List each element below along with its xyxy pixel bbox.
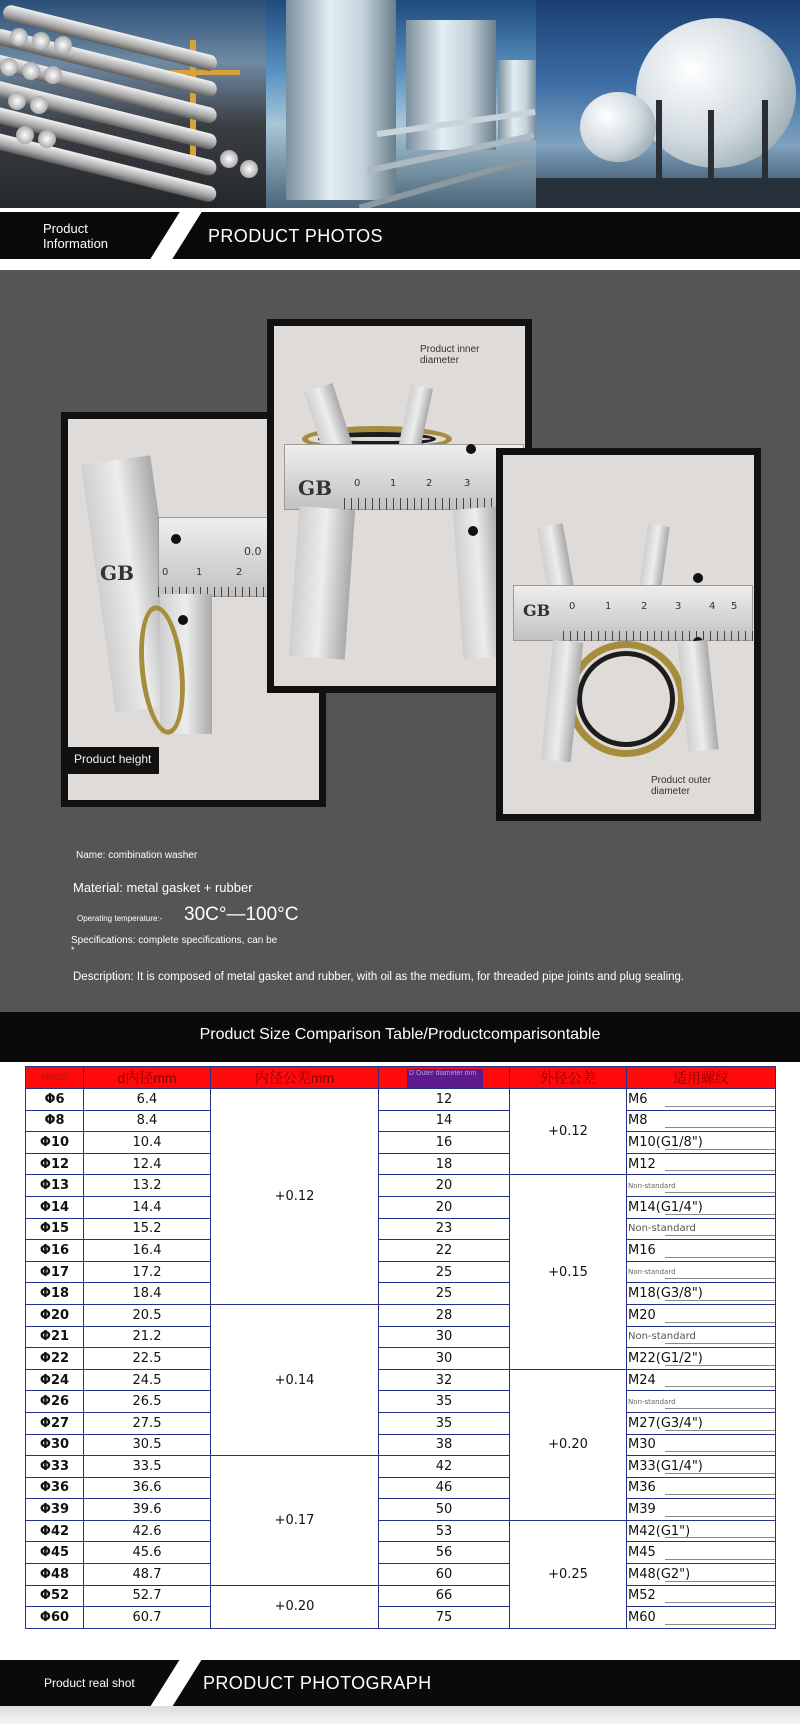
underline-decoration bbox=[665, 1343, 775, 1344]
cell-model: Φ36 bbox=[26, 1477, 84, 1499]
size-table-title-bar bbox=[0, 1012, 800, 1062]
cell-outer-diameter: 75 bbox=[379, 1607, 510, 1629]
size-table-title: Product Size Comparison Table/Productcomparisontable bbox=[199, 1026, 601, 1043]
cell-model: Φ21 bbox=[26, 1326, 84, 1348]
cell-outer-tolerance: +0.25 bbox=[510, 1520, 627, 1628]
info-material: Material: metal gasket + rubber bbox=[73, 880, 253, 895]
table-row bbox=[26, 1283, 776, 1305]
cell-thread bbox=[627, 1434, 776, 1456]
cell-outer-tolerance: +0.12 bbox=[510, 1089, 627, 1175]
spherical-tank bbox=[580, 92, 656, 162]
info-specifications-mark: * bbox=[71, 945, 75, 955]
table-row bbox=[26, 1412, 776, 1434]
cell-outer-diameter: 25 bbox=[379, 1261, 510, 1283]
thread-label: M22(G1/2") bbox=[628, 1350, 703, 1366]
cell-thread bbox=[627, 1089, 776, 1111]
table-row bbox=[26, 1585, 776, 1607]
cell-outer-diameter: 46 bbox=[379, 1477, 510, 1499]
cell-inner-tolerance: +0.14 bbox=[211, 1304, 379, 1455]
product-photo-area bbox=[0, 270, 800, 1012]
scale-number: 2 bbox=[236, 567, 243, 578]
cell-model: Φ42 bbox=[26, 1520, 84, 1542]
cell-inner-tolerance: +0.17 bbox=[211, 1456, 379, 1586]
table-row bbox=[26, 1175, 776, 1197]
non-standard-label: Non-standard bbox=[628, 1397, 676, 1406]
outer-measure-photo bbox=[503, 455, 754, 814]
cell-inner-diameter: 24.5 bbox=[84, 1369, 211, 1391]
cell-inner-diameter: 12.4 bbox=[84, 1153, 211, 1175]
cell-model: Φ10 bbox=[26, 1132, 84, 1154]
pipe-end bbox=[22, 62, 40, 80]
scale-number: 2 bbox=[641, 601, 648, 612]
cell-outer-diameter: 53 bbox=[379, 1520, 510, 1542]
cell-outer-diameter: 23 bbox=[379, 1218, 510, 1240]
cell-thread bbox=[627, 1477, 776, 1499]
cell-thread bbox=[627, 1132, 776, 1154]
cell-thread bbox=[627, 1348, 776, 1370]
caliper-screw bbox=[693, 573, 703, 583]
thread-label: M45 bbox=[628, 1545, 656, 1561]
underline-decoration bbox=[665, 1430, 775, 1431]
cell-outer-diameter: 35 bbox=[379, 1391, 510, 1413]
cell-thread bbox=[627, 1369, 776, 1391]
underline-decoration bbox=[665, 1451, 775, 1452]
storage-tank bbox=[498, 60, 536, 140]
thread-label: M16 bbox=[628, 1242, 656, 1258]
header-inner-tolerance: 内径公差mm bbox=[211, 1067, 379, 1089]
cell-inner-diameter: 15.2 bbox=[84, 1218, 211, 1240]
cell-inner-diameter: 36.6 bbox=[84, 1477, 211, 1499]
pipe-end bbox=[220, 150, 238, 168]
cell-outer-diameter: 14 bbox=[379, 1110, 510, 1132]
non-standard-label: Non-standard bbox=[628, 1181, 676, 1190]
table-row bbox=[26, 1110, 776, 1132]
cell-model: Φ60 bbox=[26, 1607, 84, 1629]
thread-label: M8 bbox=[628, 1113, 648, 1129]
table-row bbox=[26, 1564, 776, 1586]
table-row bbox=[26, 1261, 776, 1283]
cell-outer-diameter: 12 bbox=[379, 1089, 510, 1111]
scale-number: 1 bbox=[605, 601, 612, 612]
caliper-screw bbox=[178, 615, 188, 625]
washer-rubber bbox=[577, 651, 675, 747]
table-row bbox=[26, 1153, 776, 1175]
cell-outer-diameter: 50 bbox=[379, 1499, 510, 1521]
caption-outer: Product outer diameter bbox=[651, 775, 712, 797]
cell-inner-diameter: 48.7 bbox=[84, 1564, 211, 1586]
cell-outer-diameter: 28 bbox=[379, 1304, 510, 1326]
table-row bbox=[26, 1304, 776, 1326]
underline-decoration bbox=[665, 1624, 775, 1625]
header-inner-diameter: d内径mm bbox=[84, 1067, 211, 1089]
caliper-screw bbox=[171, 534, 181, 544]
photograph-preview-strip bbox=[0, 1706, 800, 1724]
cell-inner-diameter: 60.7 bbox=[84, 1607, 211, 1629]
cell-outer-diameter: 30 bbox=[379, 1348, 510, 1370]
thread-label: M20 bbox=[628, 1307, 656, 1323]
cell-model: Φ45 bbox=[26, 1542, 84, 1564]
table-row bbox=[26, 1326, 776, 1348]
table-row bbox=[26, 1369, 776, 1391]
underline-decoration bbox=[665, 1278, 775, 1279]
cell-inner-diameter: 10.4 bbox=[84, 1132, 211, 1154]
cell-thread bbox=[627, 1218, 776, 1240]
underline-decoration bbox=[665, 1214, 775, 1215]
cell-thread bbox=[627, 1240, 776, 1262]
underline-decoration bbox=[665, 1365, 775, 1366]
table-row bbox=[26, 1196, 776, 1218]
cell-outer-diameter: 16 bbox=[379, 1132, 510, 1154]
thread-label: M39 bbox=[628, 1502, 656, 1518]
scale-number: 1 bbox=[390, 478, 397, 489]
caliper-jaw bbox=[289, 506, 355, 660]
scale-number: 2 bbox=[426, 478, 433, 489]
cell-model: Φ15 bbox=[26, 1218, 84, 1240]
cell-inner-diameter: 30.5 bbox=[84, 1434, 211, 1456]
brand-logo: GB bbox=[100, 561, 134, 585]
table-row bbox=[26, 1542, 776, 1564]
cell-outer-tolerance: +0.15 bbox=[510, 1175, 627, 1369]
underline-decoration bbox=[665, 1300, 775, 1301]
cell-thread bbox=[627, 1304, 776, 1326]
cell-outer-diameter: 42 bbox=[379, 1456, 510, 1478]
thread-label: M6 bbox=[628, 1091, 648, 1107]
cell-thread bbox=[627, 1412, 776, 1434]
pipe-end bbox=[54, 36, 72, 54]
table-header-row bbox=[26, 1067, 776, 1089]
photo-frame-inner bbox=[267, 319, 532, 693]
cell-model: Φ39 bbox=[26, 1499, 84, 1521]
cell-inner-diameter: 39.6 bbox=[84, 1499, 211, 1521]
thread-label: M42(G1") bbox=[628, 1523, 691, 1539]
scale-number: 0 bbox=[354, 478, 361, 489]
table-row bbox=[26, 1477, 776, 1499]
cell-thread bbox=[627, 1520, 776, 1542]
cell-inner-diameter: 6.4 bbox=[84, 1089, 211, 1111]
cell-thread bbox=[627, 1261, 776, 1283]
cell-outer-diameter: 22 bbox=[379, 1240, 510, 1262]
cell-outer-diameter: 25 bbox=[379, 1283, 510, 1305]
underline-decoration bbox=[665, 1149, 775, 1150]
cell-thread bbox=[627, 1283, 776, 1305]
thread-label: M33(G1/4") bbox=[628, 1458, 703, 1474]
thread-label: M60 bbox=[628, 1610, 656, 1626]
cell-thread bbox=[627, 1607, 776, 1629]
cell-outer-diameter: 38 bbox=[379, 1434, 510, 1456]
table-row bbox=[26, 1132, 776, 1154]
non-standard-label: Non-standard bbox=[628, 1222, 696, 1234]
cell-thread bbox=[627, 1542, 776, 1564]
underline-decoration bbox=[665, 1257, 775, 1258]
underline-decoration bbox=[665, 1559, 775, 1560]
size-comparison-table bbox=[25, 1066, 775, 1629]
underline-decoration bbox=[665, 1408, 775, 1409]
pipe-end bbox=[32, 32, 50, 50]
table-row bbox=[26, 1499, 776, 1521]
cell-thread bbox=[627, 1175, 776, 1197]
brand-logo: GB bbox=[298, 476, 332, 500]
underline-decoration bbox=[665, 1473, 775, 1474]
cell-inner-diameter: 17.2 bbox=[84, 1261, 211, 1283]
cell-model: Φ26 bbox=[26, 1391, 84, 1413]
scale-number: 4 bbox=[709, 601, 716, 612]
outer-diameter-label: D Outer diameter mm bbox=[407, 1069, 483, 1088]
header-divider bbox=[151, 1660, 202, 1706]
caliper-jaw bbox=[541, 640, 583, 762]
header-title: PRODUCT PHOTOS bbox=[208, 226, 383, 246]
cell-inner-diameter: 13.2 bbox=[84, 1175, 211, 1197]
caliper-screw bbox=[466, 444, 476, 454]
dial-reading: 0.0 bbox=[244, 545, 262, 558]
underline-decoration bbox=[665, 1581, 775, 1582]
cell-outer-diameter: 32 bbox=[379, 1369, 510, 1391]
underline-decoration bbox=[665, 1386, 775, 1387]
cell-model: Φ20 bbox=[26, 1304, 84, 1326]
size-table bbox=[25, 1066, 776, 1629]
table-row bbox=[26, 1434, 776, 1456]
non-standard-label: Non-standard bbox=[628, 1268, 676, 1277]
cell-outer-diameter: 35 bbox=[379, 1412, 510, 1434]
underline-decoration bbox=[665, 1322, 775, 1323]
cell-thread bbox=[627, 1110, 776, 1132]
pipe-end bbox=[10, 28, 28, 46]
cell-inner-diameter: 21.2 bbox=[84, 1326, 211, 1348]
cell-model: Φ52 bbox=[26, 1585, 84, 1607]
caliper-jaw bbox=[677, 640, 718, 753]
cell-outer-diameter: 20 bbox=[379, 1175, 510, 1197]
cell-inner-diameter: 42.6 bbox=[84, 1520, 211, 1542]
header-small-label: Product real shot bbox=[44, 1676, 135, 1690]
thread-label: M12 bbox=[628, 1156, 656, 1172]
table-row bbox=[26, 1391, 776, 1413]
thread-label: M10(G1/8") bbox=[628, 1134, 703, 1150]
cell-model: Φ22 bbox=[26, 1348, 84, 1370]
cell-outer-diameter: 66 bbox=[379, 1585, 510, 1607]
scale-number: 3 bbox=[675, 601, 682, 612]
spherical-tanks-photo bbox=[536, 0, 800, 208]
cell-inner-diameter: 22.5 bbox=[84, 1348, 211, 1370]
table-row bbox=[26, 1240, 776, 1262]
underline-decoration bbox=[665, 1170, 775, 1171]
cell-thread bbox=[627, 1326, 776, 1348]
header-outer-diameter bbox=[379, 1067, 510, 1089]
header-model: Model bbox=[26, 1067, 84, 1089]
scale-number: 3 bbox=[464, 478, 471, 489]
cell-inner-diameter: 16.4 bbox=[84, 1240, 211, 1262]
cell-model: Φ17 bbox=[26, 1261, 84, 1283]
cell-thread bbox=[627, 1153, 776, 1175]
thread-label: M30 bbox=[628, 1437, 656, 1453]
cell-inner-diameter: 27.5 bbox=[84, 1412, 211, 1434]
underline-decoration bbox=[665, 1602, 775, 1603]
header-outer-tolerance: 外径公差 bbox=[510, 1067, 627, 1089]
hero-photo-strip bbox=[0, 0, 800, 208]
scale-number: 0 bbox=[569, 601, 576, 612]
scale-number: 1 bbox=[196, 567, 203, 578]
cell-model: Φ33 bbox=[26, 1456, 84, 1478]
scale-number: 5 bbox=[731, 601, 738, 612]
thread-label: M27(G3/4") bbox=[628, 1415, 703, 1431]
steel-pipes-photo bbox=[0, 0, 266, 208]
info-temperature-label: Operating temperature:- bbox=[77, 914, 163, 923]
table-row bbox=[26, 1520, 776, 1542]
pipe-end bbox=[240, 160, 258, 178]
inner-measure-photo bbox=[274, 326, 525, 686]
cell-inner-tolerance: +0.12 bbox=[211, 1089, 379, 1305]
info-name: Name: combination washer bbox=[76, 850, 198, 861]
underline-decoration bbox=[665, 1537, 775, 1538]
cell-inner-diameter: 52.7 bbox=[84, 1585, 211, 1607]
pipe-end bbox=[30, 96, 48, 114]
cell-model: Φ48 bbox=[26, 1564, 84, 1586]
header-small-label: Product Information bbox=[43, 221, 109, 251]
cell-inner-diameter: 8.4 bbox=[84, 1110, 211, 1132]
table-row bbox=[26, 1348, 776, 1370]
table-row bbox=[26, 1218, 776, 1240]
header-title: PRODUCT PHOTOGRAPH bbox=[203, 1673, 432, 1693]
pipe-end bbox=[44, 66, 62, 84]
brand-logo: GB bbox=[523, 601, 551, 620]
cell-model: Φ14 bbox=[26, 1196, 84, 1218]
cell-model: Φ13 bbox=[26, 1175, 84, 1197]
cell-outer-tolerance: +0.20 bbox=[510, 1369, 627, 1520]
underline-decoration bbox=[665, 1235, 775, 1236]
thread-label: M14(G1/4") bbox=[628, 1199, 703, 1215]
thread-label: M48(G2") bbox=[628, 1566, 691, 1582]
pipe-end bbox=[16, 126, 34, 144]
cell-model: Φ12 bbox=[26, 1153, 84, 1175]
cell-outer-diameter: 30 bbox=[379, 1326, 510, 1348]
info-temperature-value: 30C°—100°C bbox=[184, 904, 299, 925]
caliper-scale bbox=[563, 631, 753, 641]
cell-outer-diameter: 56 bbox=[379, 1542, 510, 1564]
cell-thread bbox=[627, 1564, 776, 1586]
info-specifications: Specifications: complete specifications, can be bbox=[71, 935, 278, 946]
cell-model: Φ27 bbox=[26, 1412, 84, 1434]
underline-decoration bbox=[665, 1106, 775, 1107]
cell-thread bbox=[627, 1456, 776, 1478]
thread-label: M52 bbox=[628, 1588, 656, 1604]
cell-thread bbox=[627, 1499, 776, 1521]
underline-decoration bbox=[665, 1494, 775, 1495]
caliper-screw bbox=[468, 526, 478, 536]
cell-model: Φ16 bbox=[26, 1240, 84, 1262]
non-standard-label: Non-standard bbox=[628, 1330, 696, 1342]
table-row bbox=[26, 1089, 776, 1111]
thread-label: M36 bbox=[628, 1480, 656, 1496]
table-row bbox=[26, 1456, 776, 1478]
cell-outer-diameter: 20 bbox=[379, 1196, 510, 1218]
scale-number: 0 bbox=[162, 567, 169, 578]
cell-model: Φ30 bbox=[26, 1434, 84, 1456]
cell-model: Φ24 bbox=[26, 1369, 84, 1391]
cell-inner-diameter: 45.6 bbox=[84, 1542, 211, 1564]
photo-frame-outer bbox=[496, 448, 761, 821]
pipe-end bbox=[8, 92, 26, 110]
underline-decoration bbox=[665, 1192, 775, 1193]
cell-inner-diameter: 20.5 bbox=[84, 1304, 211, 1326]
underline-decoration bbox=[665, 1516, 775, 1517]
info-description: Description: It is composed of metal gasket and rubber, with oil as the medium, for threaded pipe joints and plug sealing. bbox=[73, 971, 685, 983]
ground bbox=[536, 178, 800, 208]
pipe-end bbox=[0, 58, 18, 76]
cell-inner-tolerance: +0.20 bbox=[211, 1585, 379, 1628]
cell-model: Φ8 bbox=[26, 1110, 84, 1132]
table-row bbox=[26, 1607, 776, 1629]
cell-inner-diameter: 26.5 bbox=[84, 1391, 211, 1413]
pipe-end bbox=[38, 130, 56, 148]
storage-tanks-photo bbox=[266, 0, 536, 208]
cell-thread bbox=[627, 1196, 776, 1218]
cell-inner-diameter: 14.4 bbox=[84, 1196, 211, 1218]
product-photos-header bbox=[0, 212, 800, 259]
underline-decoration bbox=[665, 1127, 775, 1128]
thread-label: M24 bbox=[628, 1372, 656, 1388]
cell-model: Φ6 bbox=[26, 1089, 84, 1111]
caption-height: Product height bbox=[68, 747, 159, 774]
cell-model: Φ18 bbox=[26, 1283, 84, 1305]
caption-inner: Product inner diameter bbox=[420, 344, 480, 366]
product-photograph-header bbox=[0, 1660, 800, 1706]
thread-label: M18(G3/8") bbox=[628, 1286, 703, 1302]
cell-outer-diameter: 18 bbox=[379, 1153, 510, 1175]
header-thread: 适用螺纹 bbox=[627, 1067, 776, 1089]
cell-outer-diameter: 60 bbox=[379, 1564, 510, 1586]
cell-inner-diameter: 18.4 bbox=[84, 1283, 211, 1305]
cell-thread bbox=[627, 1391, 776, 1413]
cell-inner-diameter: 33.5 bbox=[84, 1456, 211, 1478]
header-divider bbox=[150, 212, 201, 259]
cell-thread bbox=[627, 1585, 776, 1607]
